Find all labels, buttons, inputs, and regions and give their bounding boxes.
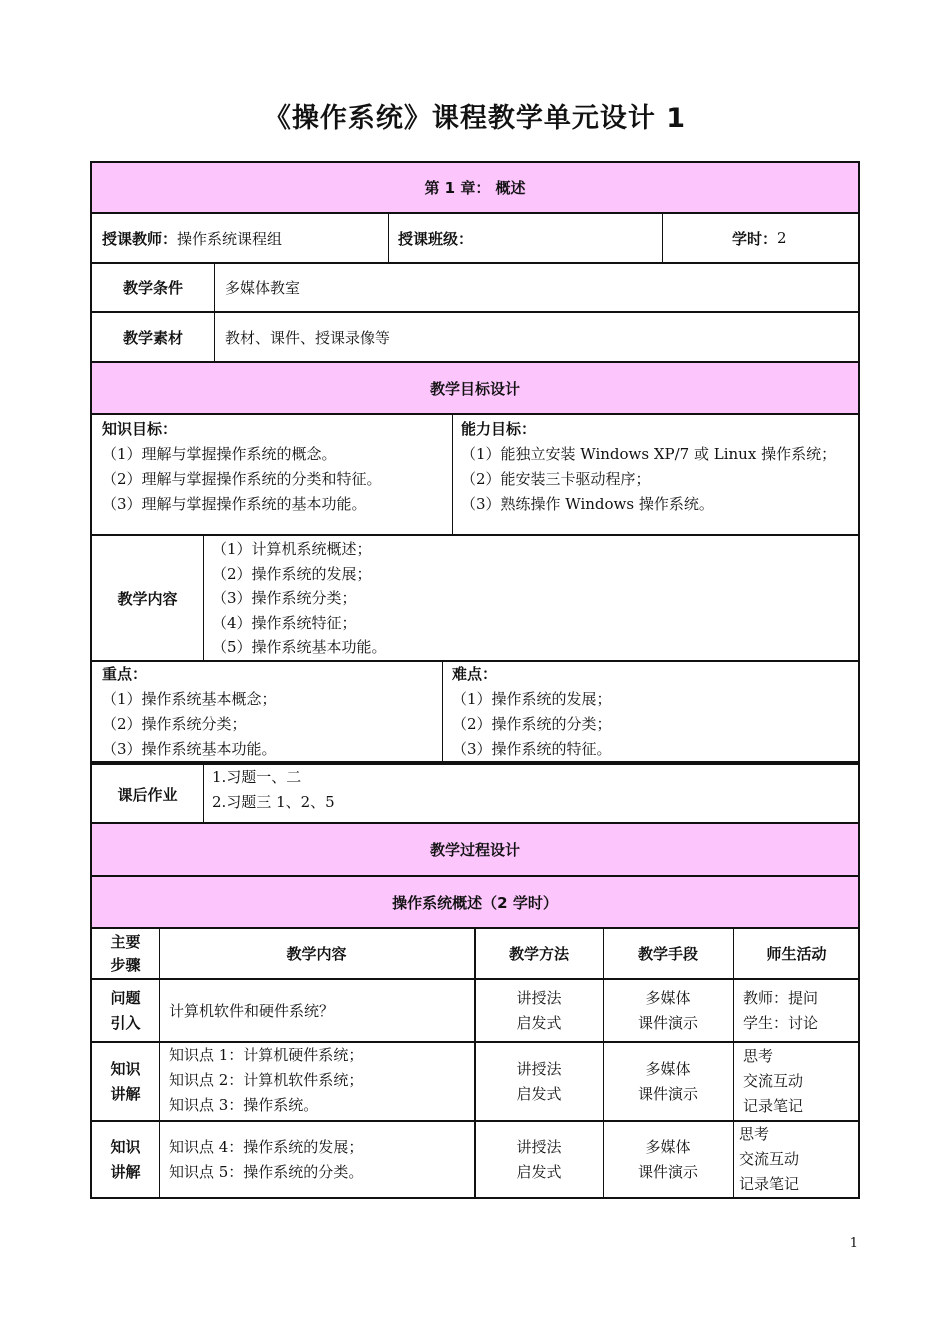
row-means-line: 课件演示: [637, 1162, 698, 1181]
knowledge-item: （1）理解与掌握操作系统的概念。: [102, 445, 337, 463]
points-row: [90, 662, 860, 763]
knowledge-title: 知识目标：: [102, 420, 178, 438]
row-activity: [743, 1044, 803, 1119]
row-means-line: 课件演示: [637, 1084, 698, 1103]
row-content-line: 知识点 4：操作系统的发展；: [169, 1137, 364, 1156]
header-step-line: 步骤: [110, 955, 141, 974]
row-content-line: 知识点 2：计算机软件系统；: [169, 1071, 364, 1089]
teacher-cell: [102, 214, 282, 262]
row-activity-line: 记录笔记: [739, 1175, 800, 1193]
goal-header-label: 教学目标设计: [429, 379, 520, 398]
row-activity-line: 记录笔记: [743, 1097, 804, 1115]
teacher-value: 操作系统课程组: [177, 229, 283, 248]
chapter-header: [90, 161, 860, 214]
conditions-value: 多媒体教室: [225, 279, 301, 297]
row-step: [92, 980, 159, 1041]
row-method-line: 启发式: [516, 1084, 562, 1103]
row-content-line: 知识点 3：操作系统。: [169, 1096, 319, 1114]
difficult-point-item: （2）操作系统的分类；: [452, 715, 612, 733]
row-means-line: 多媒体: [645, 988, 691, 1007]
document-title: 《操作系统》课程教学单元设计 1: [263, 103, 687, 134]
conditions-row: [90, 264, 860, 313]
row-means-line: 课件演示: [637, 1013, 698, 1032]
row-activity-line: 交流互动: [739, 1150, 800, 1168]
row-step: [92, 1122, 159, 1197]
info-row: [90, 214, 860, 264]
row-means: [603, 1043, 733, 1120]
content-item: （3）操作系统分类；: [212, 589, 357, 608]
ability-item: （1）能独立安装 Windows XP/7 或 Linux 操作系统；: [461, 445, 837, 463]
row-method: [475, 1043, 603, 1120]
row-content-line: 知识点 1：计算机硬件系统；: [169, 1046, 364, 1064]
row-activity: [743, 980, 818, 1041]
row-step-line: 知识: [110, 1137, 141, 1156]
row-method-line: 讲授法: [516, 1059, 562, 1078]
difficult-points-title: 难点：: [452, 665, 498, 683]
row-content: [169, 1122, 363, 1197]
row-activity-line: 思考: [743, 1047, 774, 1065]
content-row: [90, 536, 860, 662]
row-step-line: 讲解: [110, 1084, 141, 1103]
key-point-item: （1）操作系统基本概念；: [102, 690, 277, 708]
row-step: [92, 1043, 159, 1120]
class-label: 授课班级：: [398, 229, 474, 248]
content-item: （1）计算机系统概述；: [212, 540, 372, 558]
materials-row: [90, 313, 860, 363]
row-content: [169, 980, 334, 1041]
row-activity-line: 学生：讨论: [743, 1013, 819, 1032]
materials-value: 教材、课件、授课录像等: [225, 328, 391, 347]
row-method-line: 讲授法: [516, 988, 562, 1007]
header-means: 教学手段: [637, 945, 698, 963]
goals-row: [90, 415, 860, 536]
hours-label: 学时：: [732, 229, 778, 248]
process-table-header: [90, 929, 860, 980]
page-number: 1: [849, 1236, 858, 1251]
key-points-title: 重点：: [102, 665, 148, 683]
row-method-line: 启发式: [516, 1013, 562, 1032]
content-item: （2）操作系统的发展；: [212, 564, 372, 583]
key-points: [102, 662, 277, 762]
row-step-line: 问题: [110, 988, 141, 1007]
difficult-point-item: （1）操作系统的发展；: [452, 690, 612, 708]
header-activity: 师生活动: [766, 945, 827, 963]
content-item: （5）操作系统基本功能。: [212, 638, 387, 657]
homework-row: [90, 763, 860, 824]
homework-list: [212, 765, 335, 815]
materials-label: 教学素材: [122, 328, 183, 347]
ability-item: （3）熟练操作 Windows 操作系统。: [461, 495, 714, 513]
key-point-item: （3）操作系统基本功能。: [102, 740, 277, 758]
process-header-label: 教学过程设计: [429, 841, 520, 859]
header-step: [92, 929, 159, 978]
row-activity-line: 思考: [739, 1125, 770, 1143]
row-method-line: 讲授法: [516, 1137, 562, 1156]
homework-item: 2.习题三 1、2、5: [212, 793, 335, 811]
header-method: 教学方法: [508, 945, 569, 963]
content-list: [212, 537, 387, 660]
unit-header: [90, 877, 860, 929]
row-method: [475, 1122, 603, 1197]
row-activity-line: 交流互动: [743, 1072, 804, 1090]
table-row: [90, 1043, 860, 1122]
row-content-line: 知识点 5：操作系统的分类。: [169, 1162, 364, 1181]
row-step-line: 引入: [110, 1013, 141, 1032]
row-means: [603, 980, 733, 1041]
row-method-line: 启发式: [516, 1162, 562, 1181]
ability-item: （2）能安装三卡驱动程序；: [461, 470, 651, 488]
row-content-line: 计算机软件和硬件系统？: [169, 1002, 335, 1020]
knowledge-item: （2）理解与掌握操作系统的分类和特征。: [102, 470, 382, 488]
row-activity: [739, 1122, 799, 1197]
homework-item: 1.习题一、二: [212, 768, 302, 786]
knowledge-goals: [102, 417, 382, 517]
row-means-line: 多媒体: [645, 1137, 691, 1156]
knowledge-item: （3）理解与掌握操作系统的基本功能。: [102, 495, 367, 513]
table-row: [90, 980, 860, 1043]
header-content: 教学内容: [286, 945, 347, 963]
difficult-point-item: （3）操作系统的特征。: [452, 740, 612, 758]
goal-header: [90, 363, 860, 415]
ability-goals: [461, 417, 836, 517]
row-means: [603, 1122, 733, 1197]
row-content: [169, 1043, 363, 1118]
key-point-item: （2）操作系统分类；: [102, 715, 247, 733]
content-item: （4）操作系统特征；: [212, 613, 357, 632]
row-step-line: 知识: [110, 1059, 141, 1078]
unit-header-label: 操作系统概述（2 学时）: [392, 893, 558, 912]
chapter-title: 第 1 章： 概述: [424, 179, 526, 197]
conditions-label: 教学条件: [122, 279, 183, 297]
row-means-line: 多媒体: [645, 1059, 691, 1078]
homework-label: 课后作业: [117, 786, 178, 804]
table-row: [90, 1122, 860, 1199]
header-step-line: 主要: [110, 932, 141, 951]
difficult-points: [452, 662, 612, 762]
hours-value: 2: [777, 229, 787, 247]
process-header: [90, 824, 860, 877]
ability-title: 能力目标：: [461, 420, 537, 438]
content-label: 教学内容: [117, 589, 178, 608]
row-method: [475, 980, 603, 1041]
teacher-label: 授课教师：: [102, 229, 178, 248]
hours-cell: [732, 214, 787, 262]
row-activity-line: 教师：提问: [743, 988, 819, 1007]
row-step-line: 讲解: [110, 1162, 141, 1181]
